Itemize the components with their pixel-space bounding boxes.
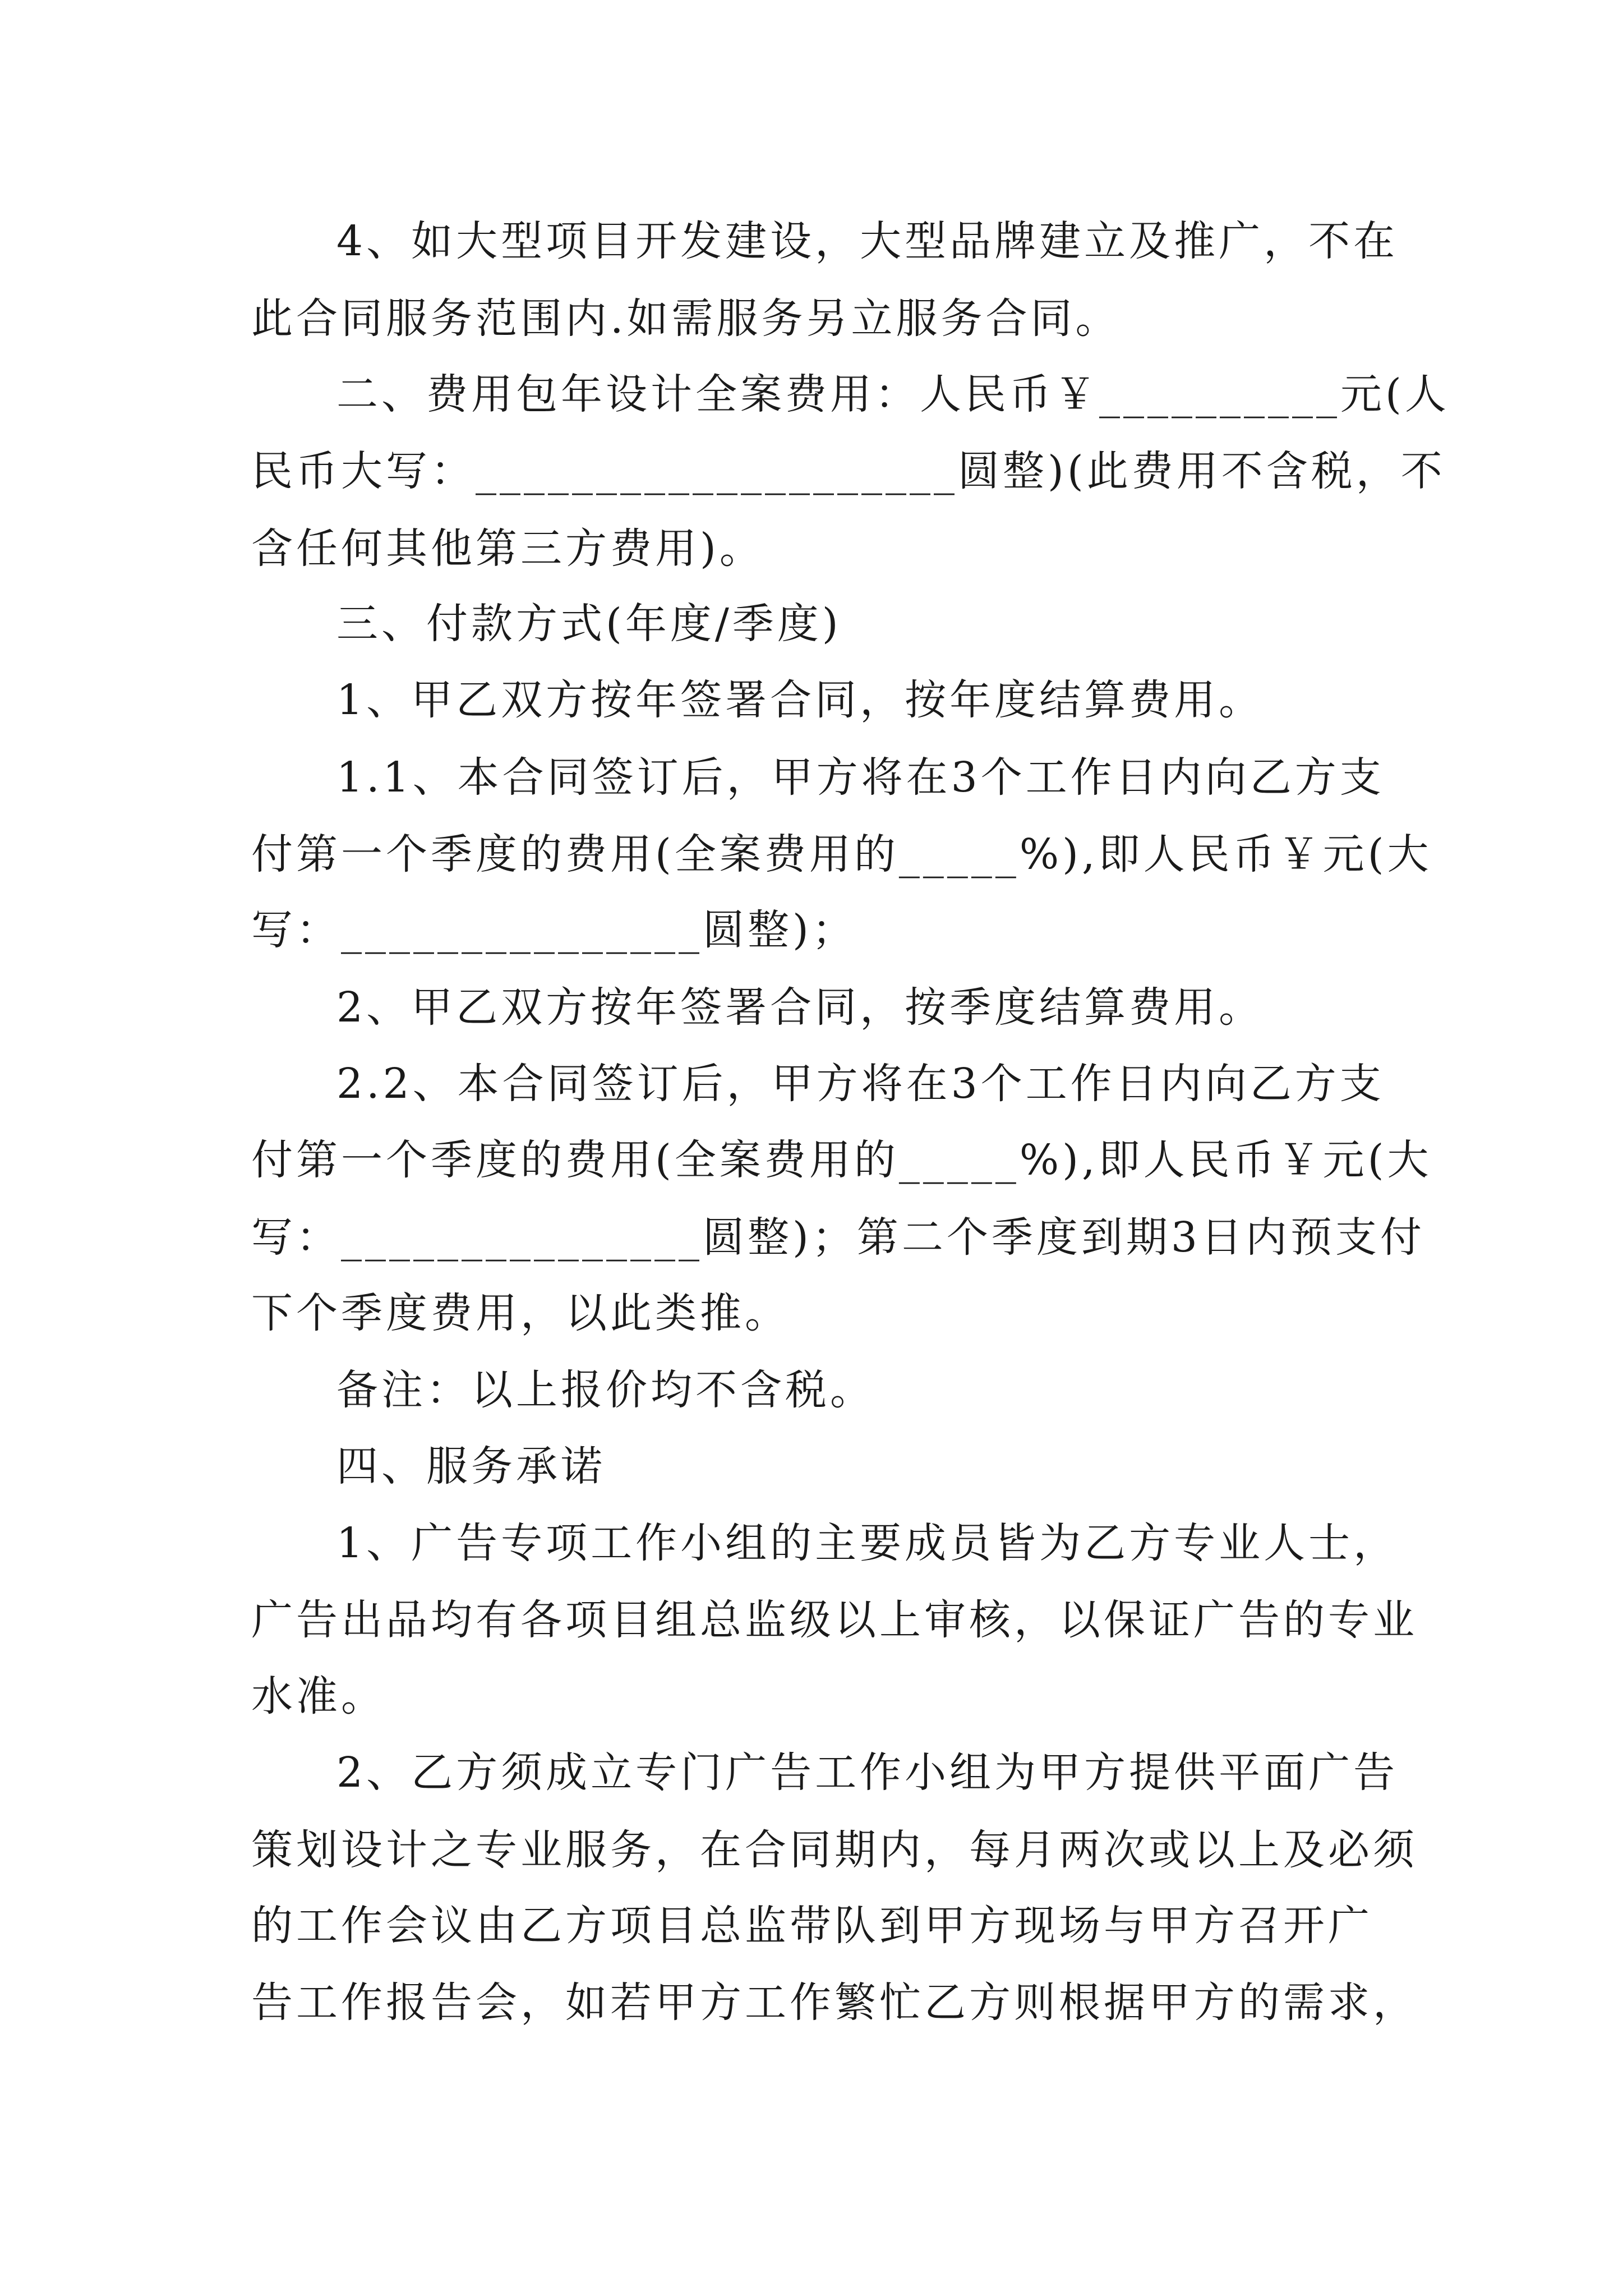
text-line: 付第一个季度的费用(全案费用的_____%),即人民币￥元(大 — [251, 1136, 1432, 1184]
text-line: 1.1、本合同签订后，甲方将在3个工作日内向乙方支 — [336, 753, 1385, 802]
text-line: 写：_______________圆整)；第二个季度到期3日内预支付 — [251, 1213, 1425, 1262]
text-line: 1、广告专项工作小组的主要成员皆为乙方专业人士， — [336, 1519, 1399, 1567]
text-line: 2、乙方须成立专门广告工作小组为甲方提供平面广告 — [336, 1749, 1399, 1797]
text-line: 水准。 — [251, 1672, 386, 1720]
text-line: 三、付款方式(年度/季度) — [336, 600, 842, 648]
text-line: 民币大写：____________________圆整)(此费用不含税，不 — [251, 447, 1446, 495]
text-line: 2、甲乙双方按年签署合同，按季度结算费用。 — [336, 983, 1264, 1032]
text-line: 4、如大型项目开发建设，大型品牌建立及推广，不在 — [336, 217, 1399, 265]
text-line: 此合同服务范围内.如需服务另立服务合同。 — [251, 295, 1121, 343]
text-line: 备注：以上报价均不含税。 — [336, 1366, 875, 1414]
text-line: 二、费用包年设计全案费用：人民币￥__________元(人 — [336, 370, 1450, 418]
text-line: 下个季度费用，以此类推。 — [251, 1289, 790, 1337]
text-line: 含任何其他第三方费用)。 — [251, 524, 764, 573]
text-line: 1、甲乙双方按年签署合同，按年度结算费用。 — [336, 676, 1264, 724]
text-line: 四、服务承诺 — [336, 1442, 606, 1490]
text-line: 告工作报告会，如若甲方工作繁忙乙方则根据甲方的需求， — [251, 1978, 1418, 2027]
text-line: 付第一个季度的费用(全案费用的_____%),即人民币￥元(大 — [251, 830, 1432, 878]
text-line: 策划设计之专业服务，在合同期内，每月两次或以上及必须 — [251, 1826, 1418, 1874]
text-line: 的工作会议由乙方项目总监带队到甲方现场与甲方召开广 — [251, 1902, 1373, 1950]
text-line: 2.2、本合同签订后，甲方将在3个工作日内向乙方支 — [336, 1060, 1385, 1108]
text-line: 写：_______________圆整)； — [251, 906, 857, 954]
text-line: 广告出品均有各项目组总监级以上审核，以保证广告的专业 — [251, 1596, 1418, 1644]
